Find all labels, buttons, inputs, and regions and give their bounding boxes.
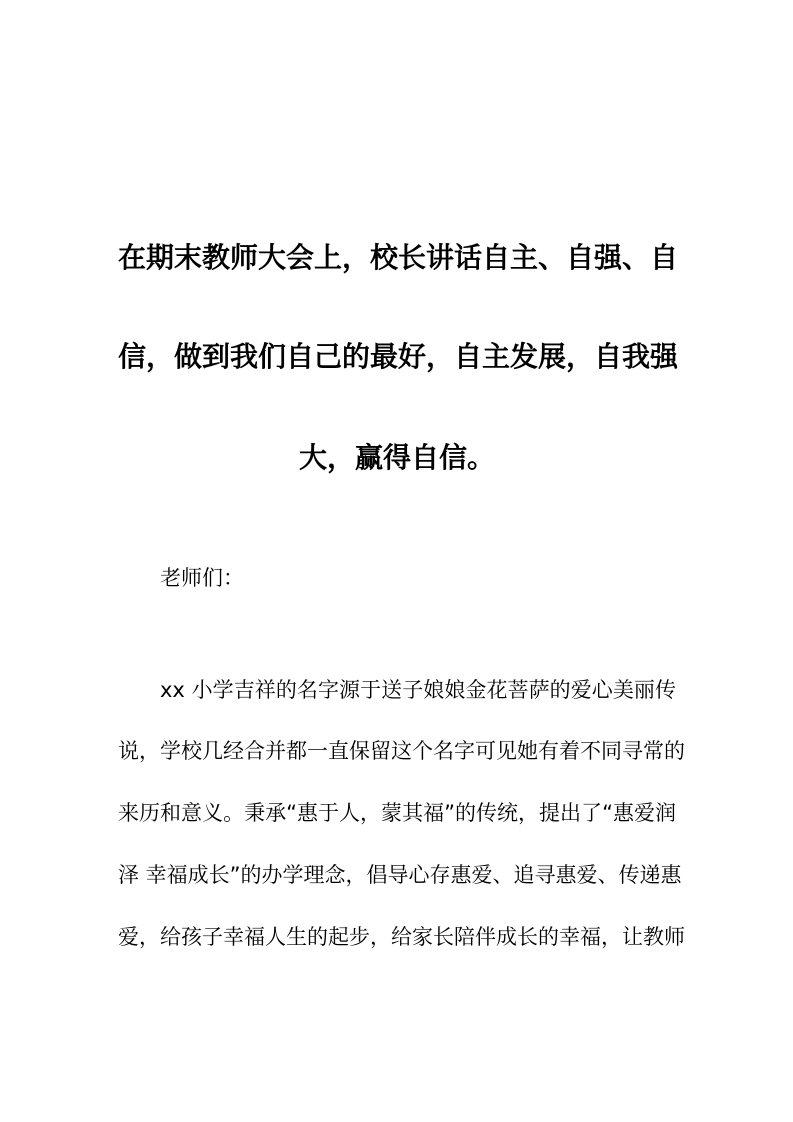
title-line-1: 在期末教师大会上，校长讲话自主、自强、自 [118,241,679,274]
title-line-3: 大，赢得自信。 [298,441,495,474]
paragraph-line-4: 泽 幸福成长”的办学理念，倡导心存惠爱、追寻惠爱、传递惠 [118,863,682,887]
title-line-2: 信，做到我们自己的最好，自主发展，自我强 [118,340,679,373]
salutation: 老师们： [160,566,244,590]
paragraph-line-1: xx 小学吉祥的名字源于送子娘娘金花菩萨的爱心美丽传 [160,678,676,702]
paragraph-line-3: 来历和意义。秉承“惠于人，蒙其福”的传统，提出了“惠爱润 [118,801,676,825]
paragraph-line-2: 说，学校几经合并都一直保留这个名字可见她有着不同寻常的 [118,739,685,763]
paragraph-line-5: 爱，给孩子幸福人生的起步，给家长陪伴成长的幸福，让教师 [118,925,685,949]
